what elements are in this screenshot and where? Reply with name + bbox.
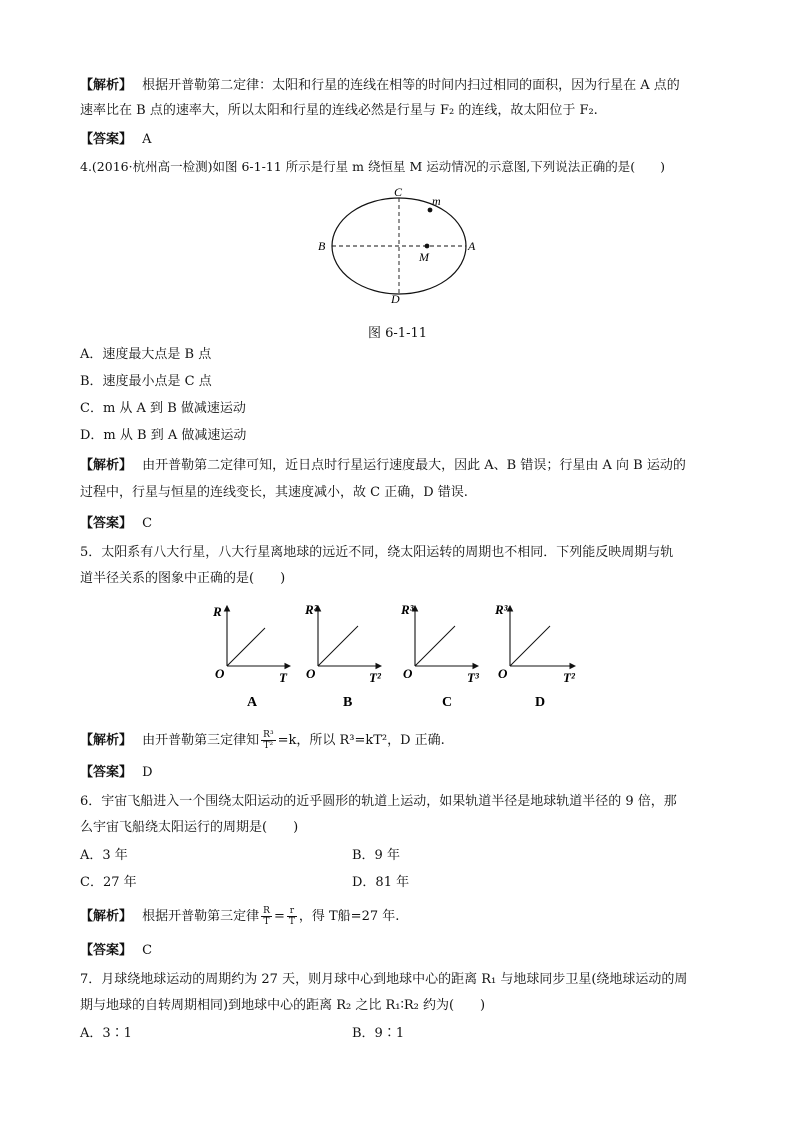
q5-stem-line2: 道半径关系的图象中正确的是( ) bbox=[80, 571, 286, 586]
graph-b-origin: O bbox=[306, 666, 316, 681]
figure-caption: 图 6-1-11 bbox=[368, 326, 428, 341]
fraction-r-t-2: $\frac{r}{T}$ bbox=[288, 906, 295, 927]
graph-a-y-label: R bbox=[213, 604, 222, 619]
analysis-tag: 【解析】 bbox=[80, 909, 133, 924]
graph-b-y-label: R² bbox=[305, 602, 318, 617]
q5-answer bbox=[80, 763, 720, 783]
q6-analysis: 【解析】 根据开普勒第三定律 $\frac{R}{T}$ = $\frac{r}{T}$ ，得 T船=27 年. bbox=[80, 906, 400, 927]
q3-analysis-line2: 速率比在 B 点的速率大，所以太阳和行星的连线必然是行星与 F₂ 的连线，故太阳位于 F₂. bbox=[80, 103, 598, 118]
answer-value: C bbox=[142, 516, 153, 531]
q6-options-row1 bbox=[80, 846, 720, 866]
graph-d-origin: O bbox=[498, 666, 508, 681]
q6-option-a: A．3 年 bbox=[80, 848, 128, 863]
q7-option-b: B．9∶1 bbox=[352, 1026, 405, 1041]
q6-stem-line1: 6．宇宙飞船进入一个围绕太阳运动的近乎圆形的轨道上运动，如果轨道半径是地球轨道半径的 9 倍，那 bbox=[80, 794, 677, 809]
graph-b bbox=[304, 602, 382, 710]
q6-answer bbox=[80, 941, 720, 961]
fraction-r-t-1: $\frac{R}{T}$ bbox=[263, 906, 270, 927]
q7-stem-line1: 7．月球绕地球运动的周期约为 27 天，则月球中心到地球中心的距离 R₁ 与地球同步卫星(绕地球运动的周 bbox=[80, 972, 688, 987]
q7-option-a: A．3∶1 bbox=[80, 1026, 132, 1041]
graph-b-x-label: T² bbox=[369, 670, 381, 685]
q4-option-d: D．m 从 B 到 A 做减速运动 bbox=[80, 428, 247, 443]
graph-a-x-label: T bbox=[279, 670, 287, 685]
q5-stem-line1: 5．太阳系有八大行星，八大行星离地球的远近不同，绕太阳运转的周期也不相同．下列能反映周期与轨 bbox=[80, 545, 674, 560]
label-M: M bbox=[419, 250, 429, 264]
star-M-dot bbox=[425, 244, 430, 249]
q4-option-a: A．速度最大点是 B 点 bbox=[80, 347, 212, 362]
answer-tag: 【答案】 bbox=[80, 132, 133, 147]
q5-analysis: 【解析】 由开普勒第三定律知 $\frac{\text{R³}}{\text{T²}}$ =k，所以 R³=kT²，D 正确. bbox=[80, 730, 445, 751]
label-m: m bbox=[432, 194, 441, 208]
q6-stem-line2: 么宇宙飞船绕太阳运行的周期是( ) bbox=[80, 820, 299, 835]
graph-a-letter: A bbox=[247, 695, 258, 710]
orbit-figure bbox=[310, 185, 490, 305]
graph-d-y-label: R³ bbox=[495, 602, 508, 617]
analysis-tag: 【解析】 bbox=[80, 78, 133, 93]
analysis-tag: 【解析】 bbox=[80, 733, 133, 748]
q4-option-b: B．速度最小点是 C 点 bbox=[80, 374, 212, 389]
q6-option-b: B．9 年 bbox=[352, 848, 400, 863]
q6-option-c: C．27 年 bbox=[80, 875, 137, 890]
graph-d-letter: D bbox=[535, 695, 546, 710]
label-D: D bbox=[391, 292, 400, 305]
label-A: A bbox=[468, 239, 476, 253]
q7-stem-line2: 期与地球的自转周期相同)到地球中心的距离 R₂ 之比 R₁∶R₂ 约为( ) bbox=[80, 998, 486, 1013]
q5-graphs bbox=[205, 598, 605, 713]
fraction-r3-t2: $\frac{\text{R³}}{\text{T²}}$ bbox=[263, 730, 274, 751]
analysis-tag: 【解析】 bbox=[80, 458, 133, 473]
q4-analysis-line2: 过程中，行星与恒星的连线变长，其速度减小，故 C 正确，D 错误. bbox=[80, 485, 468, 500]
graph-c-origin: O bbox=[403, 666, 413, 681]
planet-m-dot bbox=[428, 208, 433, 213]
answer-tag: 【答案】 bbox=[80, 516, 133, 531]
q6-options-row2 bbox=[80, 873, 720, 893]
q6-option-d: D．81 年 bbox=[352, 875, 410, 890]
q3-analysis-line1: 【解析】 根据开普勒第二定律：太阳和行星的连线在相等的时间内扫过相同的面积，因为行星在 A 点的 bbox=[80, 78, 680, 93]
graph-c-letter: C bbox=[442, 695, 453, 710]
graph-a-origin: O bbox=[215, 666, 225, 681]
answer-value: C bbox=[142, 943, 153, 958]
graph-a bbox=[212, 604, 290, 710]
label-B: B bbox=[318, 239, 326, 253]
graph-d bbox=[494, 602, 576, 710]
answer-tag: 【答案】 bbox=[80, 765, 133, 780]
answer-value: A bbox=[142, 132, 152, 147]
q4-answer bbox=[80, 514, 720, 534]
answer-tag: 【答案】 bbox=[80, 943, 133, 958]
q7-options-row1 bbox=[80, 1024, 720, 1044]
q4-option-c: C．m 从 A 到 B 做减速运动 bbox=[80, 401, 246, 416]
q4-stem: 4.(2016·杭州高一检测)如图 6-1-11 所示是行星 m 绕恒星 M 运动情况的示意图,下列说法正确的是( ) bbox=[80, 159, 665, 174]
label-C: C bbox=[394, 185, 403, 199]
answer-value: D bbox=[142, 765, 153, 780]
q4-analysis-line1: 【解析】 由开普勒第二定律可知，近日点时行星运行速度最大，因此 A、B 错误；行星由 A 向 B 运动的 bbox=[80, 458, 686, 473]
q3-answer bbox=[80, 130, 720, 150]
graph-d-x-label: T² bbox=[563, 670, 575, 685]
graph-c bbox=[400, 602, 480, 710]
graph-b-letter: B bbox=[343, 695, 353, 710]
graph-c-y-label: R³ bbox=[401, 602, 414, 617]
graph-c-x-label: T³ bbox=[467, 670, 479, 685]
